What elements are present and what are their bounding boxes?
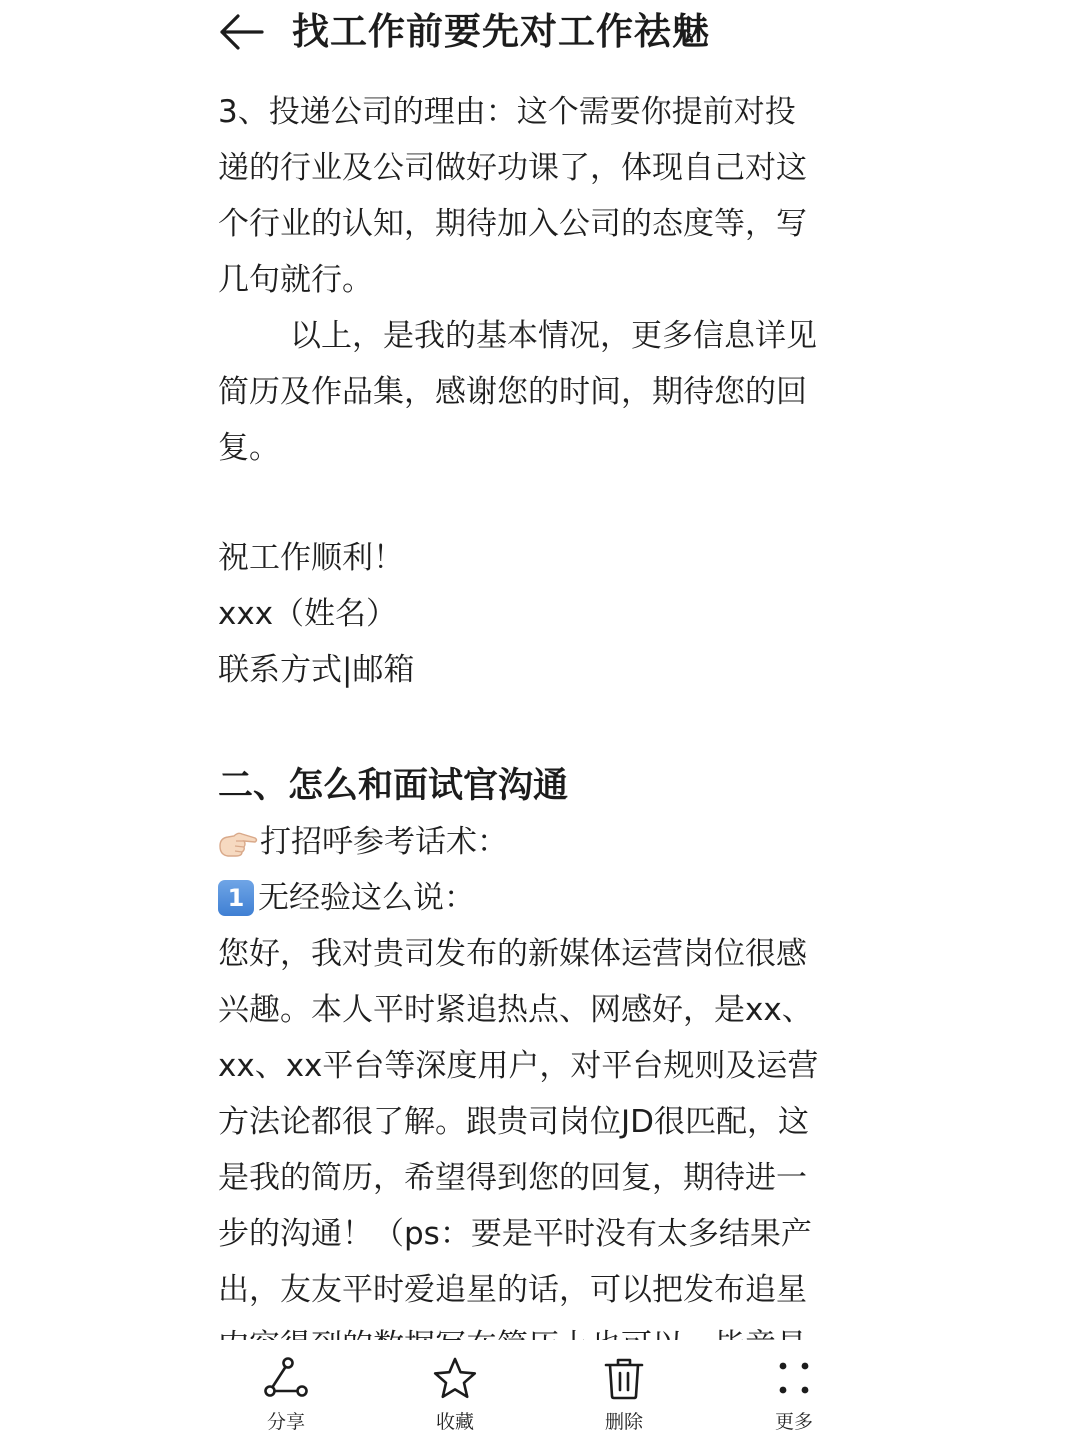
text-line: 简历及作品集，感谢您的时间，期待您的回 — [218, 374, 807, 410]
page-title: 找工作前要先对工作祛魅 — [292, 10, 710, 53]
text-line: 递的行业及公司做好功课了，体现自己对这 — [218, 150, 807, 186]
trash-icon — [600, 1356, 648, 1402]
share-icon — [262, 1356, 310, 1402]
signature-line: 祝工作顺利！ — [218, 540, 404, 576]
text-line: 以上，是我的基本情况，更多信息详见 — [290, 318, 817, 354]
spacer — [218, 476, 858, 530]
text-line: 是我的简历，希望得到您的回复，期待进一 — [218, 1160, 807, 1196]
text-line: 兴趣。本人平时紧追热点、网感好，是xx、 — [218, 992, 813, 1028]
text-line: 步的沟通！（ps：要是平时没有太多结果产 — [218, 1216, 812, 1252]
delete-label: 删除 — [604, 1411, 643, 1433]
text-line: 出，友友平时爱追星的话，可以把发布追星 — [218, 1272, 807, 1308]
top-bar — [0, 0, 1080, 72]
share-label: 分享 — [266, 1411, 305, 1433]
favorite-label: 收藏 — [435, 1411, 474, 1433]
keycap-1-icon: 1 — [218, 880, 254, 916]
text-line: 复。 — [218, 430, 280, 466]
share-button[interactable] — [231, 1356, 341, 1436]
pointing-hand-icon — [218, 826, 258, 858]
more-label: 更多 — [774, 1411, 813, 1433]
greeting-intro — [218, 814, 858, 870]
more-dots-icon — [770, 1356, 818, 1402]
favorite-button[interactable] — [400, 1356, 510, 1436]
text-line: 个行业的认知，期待加入公司的态度等，写 — [218, 206, 807, 242]
more-button[interactable] — [739, 1356, 849, 1436]
arrow-left-icon — [214, 8, 270, 56]
back-button[interactable] — [214, 8, 270, 56]
greeting-intro-text: 打招呼参考话术： — [260, 824, 508, 860]
section-heading: 二、怎么和面试官沟通 — [218, 766, 569, 806]
signature-line: 联系方式|邮箱 — [218, 652, 415, 688]
delete-button[interactable] — [569, 1356, 679, 1436]
star-icon — [431, 1356, 479, 1402]
case-one-text: 无经验这么说： — [258, 880, 475, 916]
note-content[interactable] — [218, 84, 858, 1338]
text-line: 方法论都很了解。跟贵司岗位JD很匹配，这 — [218, 1104, 810, 1140]
text-line: 您好，我对贵司发布的新媒体运营岗位很感 — [218, 936, 807, 972]
spacer — [218, 698, 858, 752]
case-one-heading — [218, 870, 858, 926]
signature-line: xxx（姓名） — [218, 596, 398, 632]
text-line: 几句就行。 — [218, 262, 373, 298]
text-line: 3、投递公司的理由：这个需要你提前对投 — [218, 94, 796, 130]
text-line: xx、xx平台等深度用户，对平台规则及运营 — [218, 1048, 819, 1084]
bottom-toolbar — [0, 1340, 1080, 1440]
